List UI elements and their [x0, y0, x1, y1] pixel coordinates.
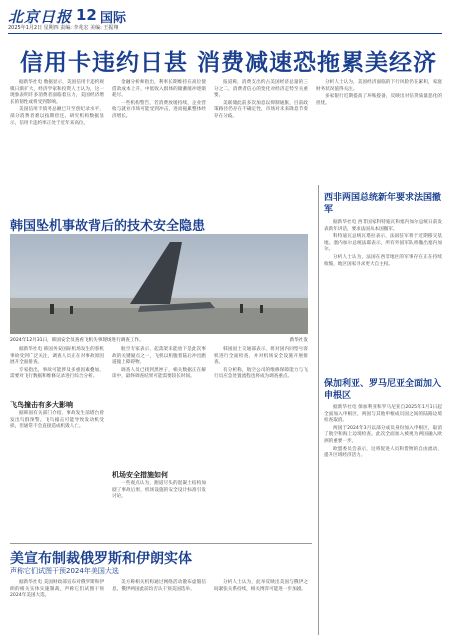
caption-text: 2024年12月31日，韩国安全员查看飞机失事现场进行调查工作。	[10, 338, 144, 343]
paragraph: 据新华社电 西非国家科特迪瓦和塞内加尔总统日前发表新年讲话，要求法国从本国撤军。	[324, 220, 442, 232]
newspaper-logo: 北京日报	[8, 8, 73, 26]
paragraph: 美联储此前多次加息以抑制通胀，目前政策路径仍存在不确定性，市场对未来降息节奏存在分歧。	[214, 100, 308, 119]
paragraph: 韩国国土交通部表示，将对国内同型号客机进行全面检查，并对机场安全设施开展排查。	[214, 347, 308, 366]
paragraph: 美方称相关机构通过网络活动散布虚假信息，俄伊两国此前均否认干预美国选举。	[112, 580, 206, 592]
paragraph: 据新华社电 韩国务安国际机场发生的客机事故受到广泛关注，调查人员正在对事故原因展开全面排查。	[10, 347, 104, 366]
article3-col3	[214, 580, 308, 594]
section-title: 国际	[100, 11, 127, 26]
sidebar2-headline: 保加利亚、罗马尼亚全面加入申根区	[324, 379, 442, 401]
article1-col1	[10, 80, 104, 128]
crash-site-photo	[10, 234, 308, 334]
paragraph: 金融分析师指出，利率长期维持在高位使借款成本上升，中低收入群体的储蓄缓冲逐渐耗尽。	[112, 80, 206, 99]
paragraph: 有分析称，航空公司的维修保障能力与飞行员应急处置流程也将成为调查重点。	[214, 367, 308, 380]
article2-col1	[10, 347, 104, 382]
paragraph: 航空专家表示，起落架未能放下是此次事故的关键疑点之一，飞机以机腹着陆后冲出跑道撞上障碍物。	[112, 347, 206, 366]
masthead-divider	[8, 33, 442, 34]
article3-col1	[10, 580, 104, 601]
sidebar2-body	[324, 405, 442, 461]
paragraph: 多家银行近期提高了坏账拨备，反映出对信贷质量恶化的担忧。	[316, 94, 442, 106]
paragraph: 科特迪瓦总统瓦塔拉表示，法国驻军将于近期移交基地。塞内加尔总统法耶表示，所有外国军队将撤出塞内加尔。	[324, 234, 442, 253]
paragraph: 据新华社电 美国财政部宣布对俄罗斯和伊朗的相关实体实施制裁，声称它们试图干预2024年美国大选。	[10, 580, 104, 599]
photo-caption	[10, 337, 308, 343]
article2-col3	[214, 347, 308, 382]
article1-col2	[112, 80, 206, 122]
paragraph: 分析人士认为，此举反映出美国与俄伊之间紧张关系持续，相关博弈可能进一步加剧。	[214, 580, 308, 592]
paragraph: 专家指出，事故可能涉及多重因素叠加，需要对飞行数据和维修记录进行综合分析。	[10, 367, 104, 380]
article3-col2	[112, 580, 206, 594]
sidebar-divider	[318, 185, 319, 635]
article1-col4	[316, 80, 442, 108]
article3-headline: 美宣布制裁俄罗斯和伊朗实体	[10, 551, 192, 567]
article2-col2	[112, 347, 206, 382]
masthead	[8, 6, 442, 32]
paragraph: 分析人士认为，美国经济面临的下行风险仍在累积，家庭财务状况值得关注。	[316, 80, 442, 92]
paragraph: 分析人士认为，法国在西非地区的军事存在正在持续收缩，地区国家寻求更大自主权。	[324, 254, 442, 267]
article2-subhead-1: 飞鸟撞击有多大影响	[10, 401, 73, 409]
article3-subheadline: 声称它们试图干预2024年美国大选	[10, 567, 119, 575]
article2-col2b	[112, 481, 206, 502]
article3-divider	[10, 543, 312, 544]
paragraph: 报道称，消费支出约占美国经济总量的三分之二，消费者信心的变化对经济走势至关重要。	[214, 80, 308, 99]
photo-credit: 新华社发	[289, 338, 308, 343]
paragraph: 两国于2024年3月以部分成员身份加入申根区，取消了航空和海上边境检查。此次全面加入被视为两国融入欧洲的重要一步。	[324, 425, 442, 444]
sidebar1-headline: 西非两国总统新年要求法国撤军	[324, 193, 442, 215]
main-headline: 信用卡违约日甚 消费减速恐拖累美经济	[20, 50, 438, 76]
paragraph: 据韩国有关部门介绍，事故发生前塔台曾发出鸟群预警。飞鸟撞击可能导致发动机受损，但通常不会直接造成机毁人亡。	[10, 411, 104, 430]
paragraph: 一些机构警告，若消费放缓持续，企业营收与就业市场可能受到冲击，进而拖累整体经济增长。	[112, 100, 206, 119]
sidebar1-body	[324, 220, 442, 269]
page-number: 12	[76, 6, 97, 24]
airplane-tail-illustration	[10, 234, 308, 334]
paragraph: 欧盟委员会表示，这将促进人员和货物的自由流动，提升区域经济活力。	[324, 446, 442, 459]
paragraph: 据新华社电 保加利亚和罗马尼亚自2025年1月1日起全面加入申根区，两国与其他申根成员国之间的陆路边境检查取消。	[324, 405, 442, 424]
paragraph: 美国信用卡债务总额已升至创纪录水平，部分消费者难以按期偿还。研究机构数据显示，信用卡违约率正处于近年来高位。	[10, 107, 104, 126]
article2-subhead-2: 机场安全措施如何	[112, 471, 168, 479]
article1-col3	[214, 80, 308, 122]
article2-headline: 韩国坠机事故背后的技术安全隐患	[10, 219, 206, 234]
dateline: 2025年1月2日 星期四 责编: 李兆宏 美编: 王振翔	[8, 25, 119, 31]
paragraph: 据新华社电 数据显示，美国信用卡违约规模日渐扩大，经济学家和投资人士认为，这一现象表明许多消费者面临着压力，美国经济增长的韧性或将受到影响。	[10, 80, 104, 105]
paragraph: 一些观点认为，跑道尽头的混凝土结构加剧了事故后果，机场设施的安全设计标准引发讨论。	[112, 481, 206, 500]
article2-col1b	[10, 411, 104, 432]
paragraph: 调查人员已找到黑匣子，相关数据正在解读中，最终调查结果可能需要较长时间。	[112, 367, 206, 380]
